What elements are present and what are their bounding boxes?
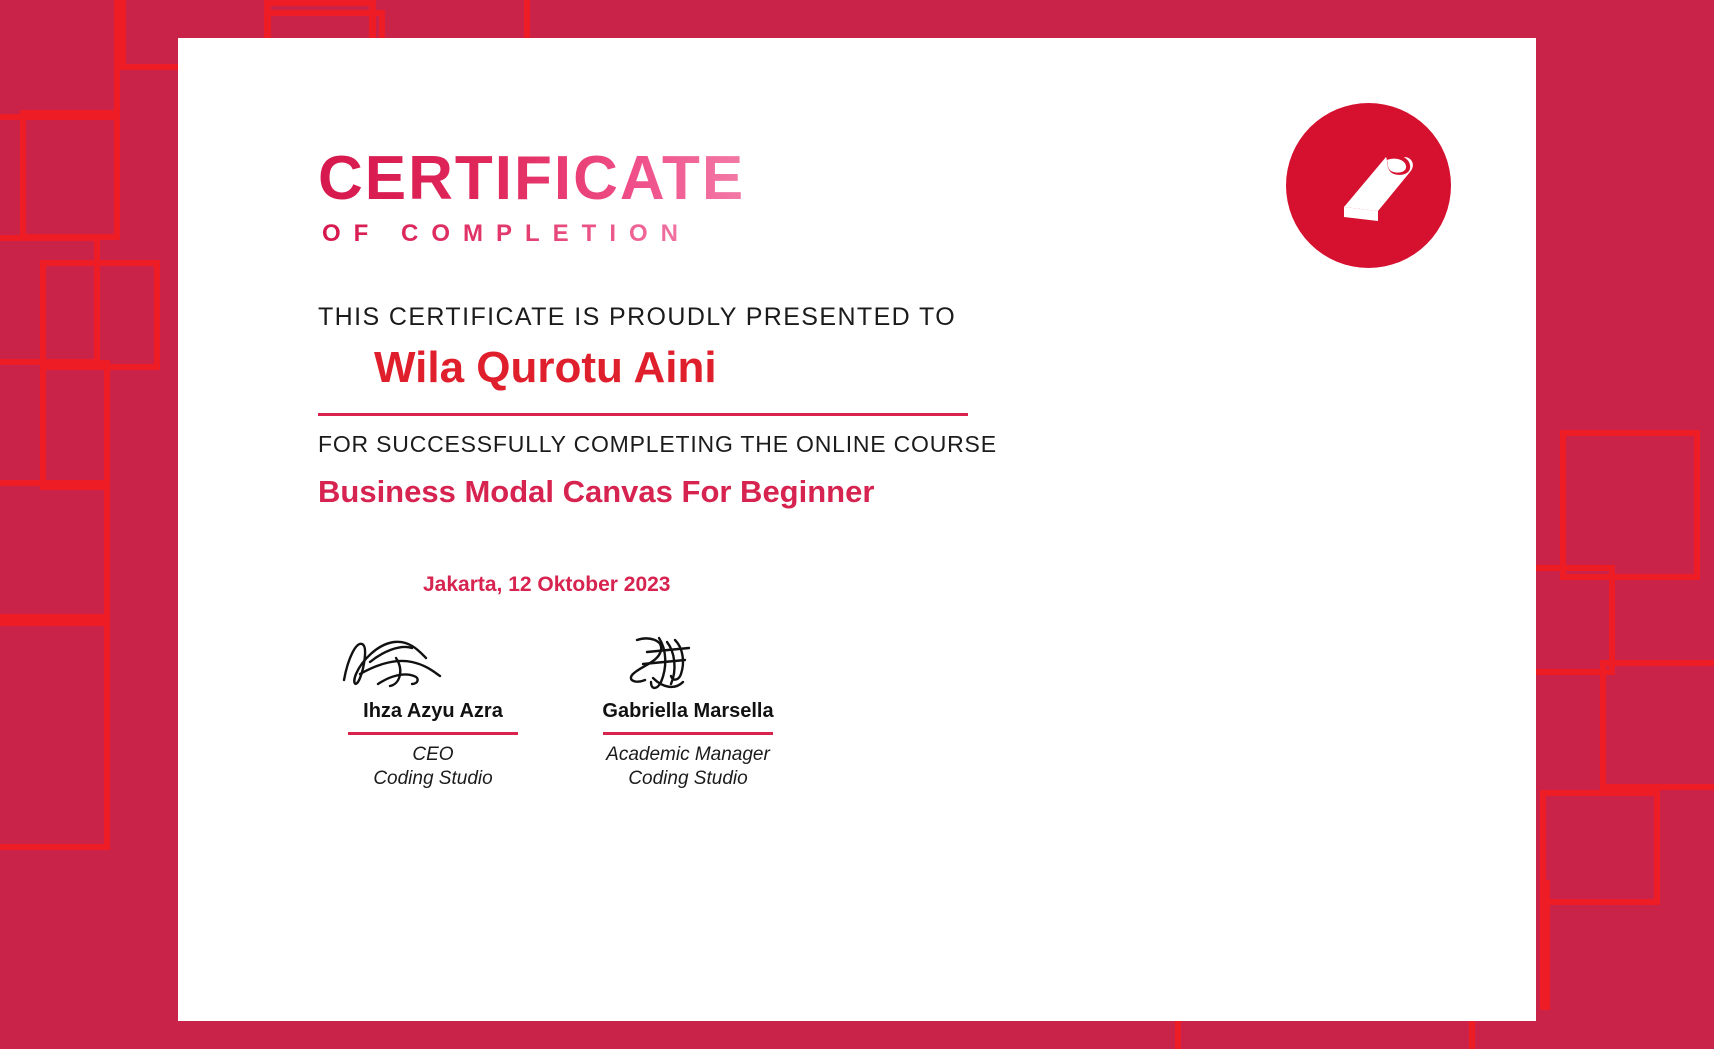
certificate-title: CERTIFICATE xyxy=(318,144,746,213)
decorative-bar xyxy=(1540,880,1550,1010)
recipient-name: Wila Qurotu Aini xyxy=(374,343,717,392)
signature-block-academic-manager xyxy=(563,618,813,791)
decorative-square xyxy=(1600,660,1714,790)
signature-rule xyxy=(348,732,518,735)
decorative-square xyxy=(0,480,110,620)
decorative-square xyxy=(40,360,110,490)
decorative-square xyxy=(0,235,100,365)
decorative-square xyxy=(0,620,110,850)
signature-area xyxy=(298,618,898,838)
decorative-square xyxy=(0,0,120,120)
course-label: FOR SUCCESSFULLY COMPLETING THE ONLINE COURSE xyxy=(318,431,997,457)
signature-rule xyxy=(603,732,773,735)
decorative-square xyxy=(20,110,120,240)
signature-mark-icon xyxy=(563,618,763,698)
decorative-square xyxy=(1560,430,1700,580)
signatory-role: CEO xyxy=(412,744,454,765)
signatory-organization: Coding Studio xyxy=(628,767,748,789)
signatory-name: Ihza Azyu Azra xyxy=(363,700,503,722)
decorative-square xyxy=(40,260,160,370)
coding-studio-logo-icon xyxy=(1286,103,1451,268)
signatory-name: Gabriella Marsella xyxy=(602,700,774,722)
certificate-heading xyxy=(318,144,746,248)
signatory-organization: Coding Studio xyxy=(373,767,493,789)
signatory-role: Academic Manager xyxy=(606,744,770,765)
presented-to-label: THIS CERTIFICATE IS PROUDLY PRESENTED TO xyxy=(318,303,957,331)
decorative-square xyxy=(1540,790,1660,905)
certificate-subtitle: OF COMPLETION xyxy=(322,220,745,248)
course-name: Business Modal Canvas For Beginner xyxy=(318,474,875,509)
signature-block-ceo xyxy=(308,618,558,791)
certificate-page xyxy=(178,38,1536,1021)
place-and-date: Jakarta, 12 Oktober 2023 xyxy=(423,573,671,596)
signature-mark-icon xyxy=(308,618,508,698)
divider-rule xyxy=(318,413,968,416)
